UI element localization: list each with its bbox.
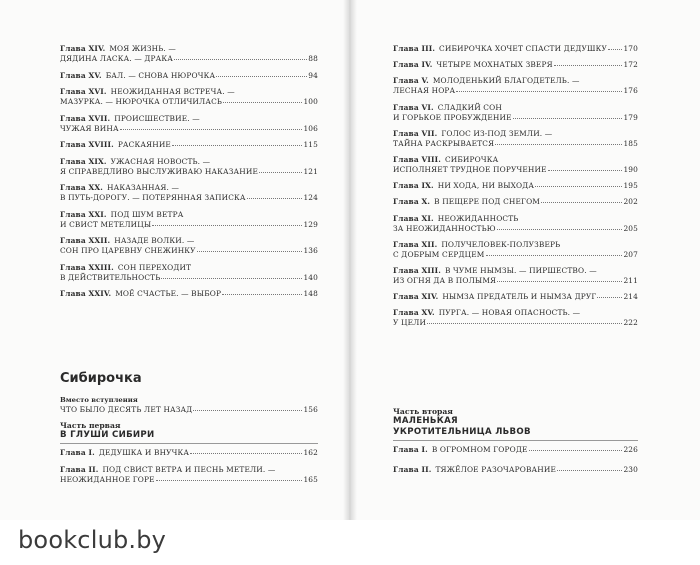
chapter-title-line1: НЫМЗА ПРЕДАТЕЛЬ И НЫМЗА ДРУГ [442,292,597,302]
toc-entry [60,210,318,230]
toc-entry [393,181,638,191]
chapter-title-line1: БАЛ. — СНОВА НЮРОЧКА [105,70,216,80]
leader-dots [152,225,302,226]
leader-dots [548,170,623,171]
page-number: 140 [303,272,318,282]
chapter-title-line1: ПОЛУЧЕЛОВЕК-ПОЛУЗВЕРЬ [441,239,561,249]
toc-entry [393,76,638,96]
leader-dots [597,297,622,298]
page-number: 172 [623,60,638,70]
book-spine-shadow [343,0,357,520]
chapter-number: Глава XX. [60,183,103,192]
leader-dots [190,453,302,454]
chapter-title-line1: В ОГРОМНОМ ГОРОДЕ [431,445,528,454]
watermark-text: bookclub.by [18,526,167,554]
leader-dots [223,102,302,103]
part-two-title-line2: УКРОТИТЕЛЬНИЦА ЛЬВОВ [393,427,531,437]
chapter-title-line1: МОЛОДЕНЬКИЙ БЛАГОДЕТЕЛЬ. — [432,76,580,86]
page-number: 115 [303,140,318,149]
chapter-title-line1: СИБИРОЧКА [444,154,499,164]
leader-dots [497,229,623,230]
leader-dots [456,91,622,92]
toc-entry [60,263,318,283]
chapter-number: Глава XXIV. [60,289,112,298]
chapter-number: Глава XVI. [60,87,107,96]
leader-dots [557,470,622,471]
leader-dots [497,281,622,282]
toc-entry [60,157,318,177]
part-one-title: В ГЛУШИ СИБИРИ [60,430,155,440]
chapter-title-line1: СИБИРОЧКА ХОЧЕТ СПАСТИ ДЕДУШКУ [439,44,607,53]
chapter-title-line1: СЛАДКИЙ СОН [437,102,502,112]
toc-entry [393,266,638,286]
chapter-number: Глава XVII. [60,113,111,123]
left-toc-column [60,44,318,306]
page-number: 162 [303,448,318,457]
page-number: 176 [623,86,638,96]
chapter-title-line2: ЛЕСНАЯ НОРА [393,86,456,96]
leader-dots [247,198,303,199]
toc-entry [393,292,638,302]
chapter-title-line2: СОН ПРО ЦАРЕВНУ СНЕЖИНКУ [60,246,196,255]
part-one-label: Часть первая [60,421,121,430]
leader-dots [174,59,307,60]
chapter-title-line1: НАЗАДЕ ВОЛКИ. — [114,236,195,245]
intro-label: Вместо вступления [60,396,138,404]
chapter-title-line2: НЕОЖИДАННОЕ ГОРЕ [60,475,155,484]
part-two-rule [393,440,638,441]
toc-entry [393,103,638,123]
toc-entry [393,445,638,455]
chapter-number: Глава XVIII. [60,140,114,149]
leader-dots [541,202,622,203]
chapter-title-line1: ПОД ШУМ ВЕТРА [110,209,184,219]
page-number: 94 [308,70,318,80]
leader-dots [535,186,622,187]
chapter-number: Глава XII. [393,239,438,249]
leader-dots [216,76,307,77]
chapter-number: Глава III. [393,44,436,53]
page-number: 211 [623,275,638,285]
chapter-title-line2: ИЗ ОГНЯ ДА В ПОЛЫМЯ [393,275,497,285]
part-two-label: Часть вторая [393,407,453,416]
page-number: 207 [623,249,638,259]
page-number: 185 [623,138,638,148]
leader-dots [529,450,623,451]
left-part-block [60,396,318,492]
toc-entry [393,214,638,234]
toc-entry [60,183,318,203]
page-number: 165 [303,475,318,484]
chapter-title-line1: ЧЕТЫРЕ МОХНАТЫХ ЗВЕРЯ [436,60,553,70]
chapter-number: Глава II. [60,465,99,474]
chapter-number: Глава II. [393,465,432,474]
toc-entry [393,308,638,328]
chapter-number: Глава XI. [393,213,434,223]
chapter-title-line2: И ГОРЬКОЕ ПРОБУЖДЕНИЕ [393,112,512,122]
chapter-number: Глава XIX. [60,156,107,166]
toc-entry [393,197,638,207]
toc-entry [393,129,638,149]
chapter-number: Глава XIII. [393,265,441,275]
page-number: 190 [623,164,638,174]
chapter-number: Глава XIV. [60,44,106,53]
chapter-number: Глава I. [393,445,428,454]
section-title: Сибирочка [60,371,142,386]
page-number: 106 [303,123,318,133]
leader-dots [554,65,623,66]
leader-dots [161,278,302,279]
leader-dots [259,172,302,173]
intro-text: ЧТО БЫЛО ДЕСЯТЬ ЛЕТ НАЗАД [60,405,193,414]
page-number: 100 [303,97,318,106]
chapter-title-line1: В ЧУМЕ НЫМЗЫ. — ПИРШЕСТВО. — [444,265,597,275]
chapter-title-line1: УЖАСНАЯ НОВОСТЬ. — [110,156,211,166]
leader-dots [172,145,302,146]
page-number: 148 [303,289,318,298]
page-number: 214 [623,292,638,302]
toc-entry [60,465,318,485]
chapter-title-line1: НАКАЗАННАЯ. — [107,183,180,192]
leader-dots [513,118,623,119]
page-number: 226 [623,445,638,454]
leader-dots [120,129,303,130]
chapter-title-line2: ДЯДИНА ЛАСКА. — ДРАКА [60,54,174,63]
toc-entry [393,465,638,475]
toc-entry [393,44,638,54]
page-number: 136 [303,246,318,255]
leader-dots [197,251,303,252]
intro-entry [60,405,318,415]
leader-dots [486,255,623,256]
leader-dots [608,49,622,50]
toc-entry [60,448,318,458]
page-number: 230 [623,465,638,474]
page-number: 202 [623,197,638,207]
chapter-title-line2: ТАЙНА РАСКРЫВАЕТСЯ [393,138,495,148]
chapter-title-line1: МОЁ СЧАСТЬЕ. — ВЫБОР [115,289,222,298]
chapter-title-line1: ГОЛОС ИЗ-ПОД ЗЕМЛИ. — [441,128,553,138]
toc-entry [393,60,638,70]
page-number: 195 [623,181,638,191]
leader-dots [222,294,302,295]
chapter-title-line2: В ДЕЙСТВИТЕЛЬНОСТЬ [60,272,161,282]
chapter-title-line1: СОН ПЕРЕХОДИТ [117,262,192,272]
chapter-number: Глава XIV. [393,292,439,302]
chapter-title-line1: ПУРГА. — НОВАЯ ОПАСНОСТЬ. — [438,308,581,318]
chapter-number: Глава X. [393,197,431,207]
toc-entry [393,240,638,260]
page-number: 205 [623,223,638,233]
part-two-title-line1: МАЛЕНЬКАЯ [393,416,458,426]
chapter-number: Глава IX. [393,181,434,191]
intro-page: 156 [303,405,318,414]
leader-dots [156,480,303,481]
chapter-title-line1: ДЕДУШКА И ВНУЧКА [98,448,190,457]
chapter-title-line2: ИСПОЛНЯЕТ ТРУДНОЕ ПОРУЧЕНИЕ [393,164,547,174]
part-one-rule [60,443,318,444]
page-number: 124 [303,193,318,202]
chapter-number: Глава I. [60,448,95,457]
toc-entry [393,155,638,175]
chapter-title-line2: У ЦЕЛИ [393,318,427,328]
page-number: 179 [623,112,638,122]
page-number: 88 [308,54,318,63]
chapter-number: Глава XXII. [60,236,111,245]
chapter-number: Глава VI. [393,102,434,112]
chapter-title-line1: ПРОИСШЕСТВИЕ. — [114,113,200,123]
chapter-title-line2: ЧУЖАЯ ВИНА [60,123,119,133]
chapter-title-line2: ЗА НЕОЖИДАННОСТЬЮ [393,223,496,233]
chapter-title-line1: МОЯ ЖИЗНЬ. — [109,44,176,53]
chapter-title-line1: НЕОЖИДАННАЯ ВСТРЕЧА. — [110,87,235,96]
chapter-title-line1: РАСКАЯНИЕ [117,140,171,149]
chapter-number: Глава V. [393,76,429,86]
toc-entry [60,289,318,299]
chapter-title-line1: ПОД СВИСТ ВЕТРА И ПЕСНЬ МЕТЕЛИ. — [102,465,276,474]
chapter-number: Глава VIII. [393,154,441,164]
chapter-title-line1: НИ ХОДА, НИ ВЫХОДА [437,181,535,191]
leader-dots [427,323,622,324]
right-toc-column [393,44,638,334]
chapter-title-line2: И СВИСТ МЕТЕЛИЦЫ [60,219,152,229]
chapter-number: Глава XXI. [60,209,107,219]
chapter-number: Глава IV. [393,60,433,70]
chapter-number: Глава XV. [393,308,435,318]
toc-entry [60,236,318,256]
chapter-title-line1: В ПЕЩЕРЕ ПОД СНЕГОМ [434,197,541,207]
chapter-number: Глава VII. [393,128,438,138]
leader-dots [495,144,622,145]
chapter-title-line2: МАЗУРКА. — НЮРОЧКА ОТЛИЧИЛАСЬ [60,97,223,106]
page-number: 129 [303,219,318,229]
chapter-title-line2: Я СПРАВЕДЛИВО ВЫСЛУЖИВАЮ НАКАЗАНИЕ [60,166,259,176]
toc-entry [60,71,318,81]
page-number: 170 [623,44,638,53]
chapter-title-line2: В ПУТЬ-ДОРОГУ. — ПОТЕРЯННАЯ ЗАПИСКА [60,193,246,202]
chapter-title-line2: С ДОБРЫМ СЕРДЦЕМ [393,249,485,259]
toc-entry [60,114,318,134]
chapter-number: Глава XV. [60,70,102,80]
page-number: 121 [303,166,318,176]
chapter-title-line1: НЕОЖИДАННОСТЬ [437,213,519,223]
chapter-number: Глава XXIII. [60,262,114,272]
toc-entry [60,140,318,150]
toc-entry [60,87,318,107]
chapter-title-line1: ТЯЖЁЛОЕ РАЗОЧАРОВАНИЕ [435,465,557,474]
right-part-block [393,407,638,485]
toc-entry [60,44,318,64]
page-number: 222 [623,318,638,328]
